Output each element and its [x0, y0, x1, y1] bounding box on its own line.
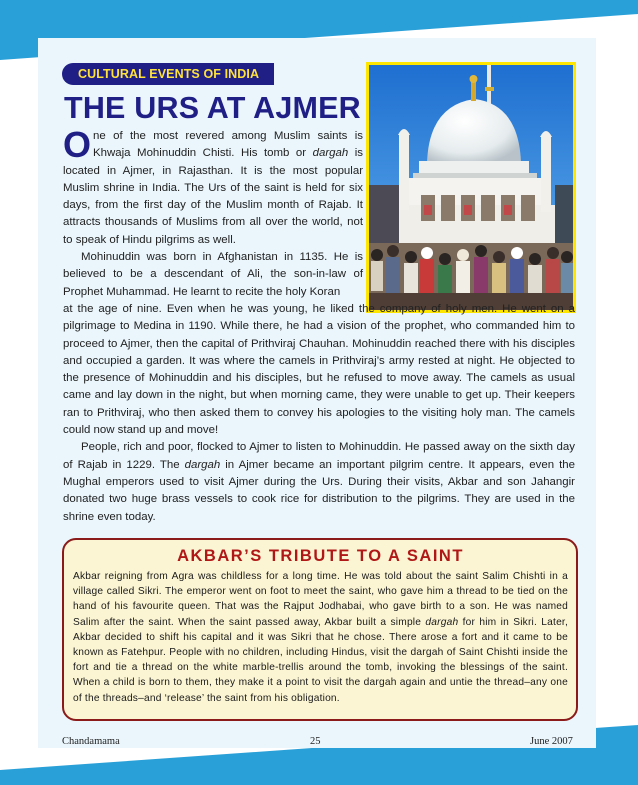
paragraph-3-text: People, rich and poor, flocked to Ajmer to listen to Mohinuddin. He passed away on the sixth day of Rajab in 1229. The — [63, 441, 575, 471]
section-banner: CULTURAL EVENTS OF INDIA — [62, 63, 274, 85]
footer-date: June 2007 — [530, 736, 573, 747]
dargah-emphasis: dargah — [312, 147, 349, 160]
article-paragraph-2-cont: at the age of nine. Even when he was young, he liked the company of holy men. He went on a pilgrimage to Medina in 1190. While there, he had a vision of the prophet, who commanded him to proceed to Ajmer, then the capital of Prithviraj Chauhan. Mohinuddin reached there with his disciples and occupied a garden. It was where the camels in Prithviraj’s army rested at night. He objected to the presence of Mohinuddin and his disciples, but he refused to move away. The camels as usual came and lay down in the night, but when morning came, they were unable to get up. Their keepers ran to Prithviraj, who then asked them to convey his apologies to the visiting holy man. The camels could now stand up and move! — [63, 302, 575, 437]
tribute-title: AKBAR’S TRIBUTE TO A SAINT — [177, 547, 464, 565]
paragraph-3-text-end: in Ajmer became an important pilgrim centre. It appears, even the Mughal emperors used to visit Ajmer during the Urs. During their visits, Akbar and son Jahangir donated two huge brass vessels to cook rice for distribution to the pilgrims. They are used in the shrine even today. — [63, 458, 575, 523]
tribute-text-end: for him in Sikri. Later, Akbar decided to shift his capital and it was Sikri that he chose. There arose a fort and it came to be known as Fatehpur. People with no children, including Hindus, visit the dargah of Saint Chishti inside the fort and tie a thread on the white marble-trellis around the tomb, invoking the blessings of the saint. When a child is born to them, they make it a point to visit the dargah again and untie the thread–any one of the threads–and ‘release’ the saint from his obligation. — [73, 616, 568, 704]
tribute-text — [73, 569, 568, 706]
tribute-box — [62, 538, 578, 721]
article-body — [63, 124, 575, 526]
tribute-text-start: Akbar reigning from Agra was childless for a long time. He was told about the saint Salim Chishti in a village called Sikri. The emperor went on foot to meet the saint, who gave him a thread to be tied on the hand of his favourite queen. That was the Rajput Jodhabai, who gave birth to a son. He was named Salim after the saint. When the saint passed away, Akbar built a simple — [73, 571, 568, 628]
article-paragraph-3 — [63, 439, 575, 525]
drop-cap: O — [63, 124, 92, 165]
article-paragraph-1 — [63, 124, 364, 249]
paragraph-1-text: ne of the most revered among Muslim saints is Khwaja Mohinuddin Chisti. His tomb or — [93, 130, 363, 160]
tribute-dargah-emphasis: dargah — [425, 616, 459, 628]
page-title: THE URS AT AJMER — [64, 91, 361, 125]
article-paragraph-2: Mohinuddin was born in Afghanistan in 1135. He is believed to be a descendant of Ali, the son-in-law of Prophet Muhammad. He learnt to recite the holy Koran — [63, 251, 363, 298]
paragraph-1-text-end: is located in Ajmer, in Rajasthan. It is the most popular Muslim shrine in India. The Urs of the saint is held for six days, from the first day of the Muslim month of Rajab. It attracts thousands of Muslims from all over the world, not to speak of Hindu pilgrims as well. — [63, 147, 364, 246]
footer-page-number: 25 — [310, 736, 321, 747]
footer-magazine: Chandamama — [62, 736, 120, 747]
dargah-emphasis-2: dargah — [184, 458, 221, 471]
